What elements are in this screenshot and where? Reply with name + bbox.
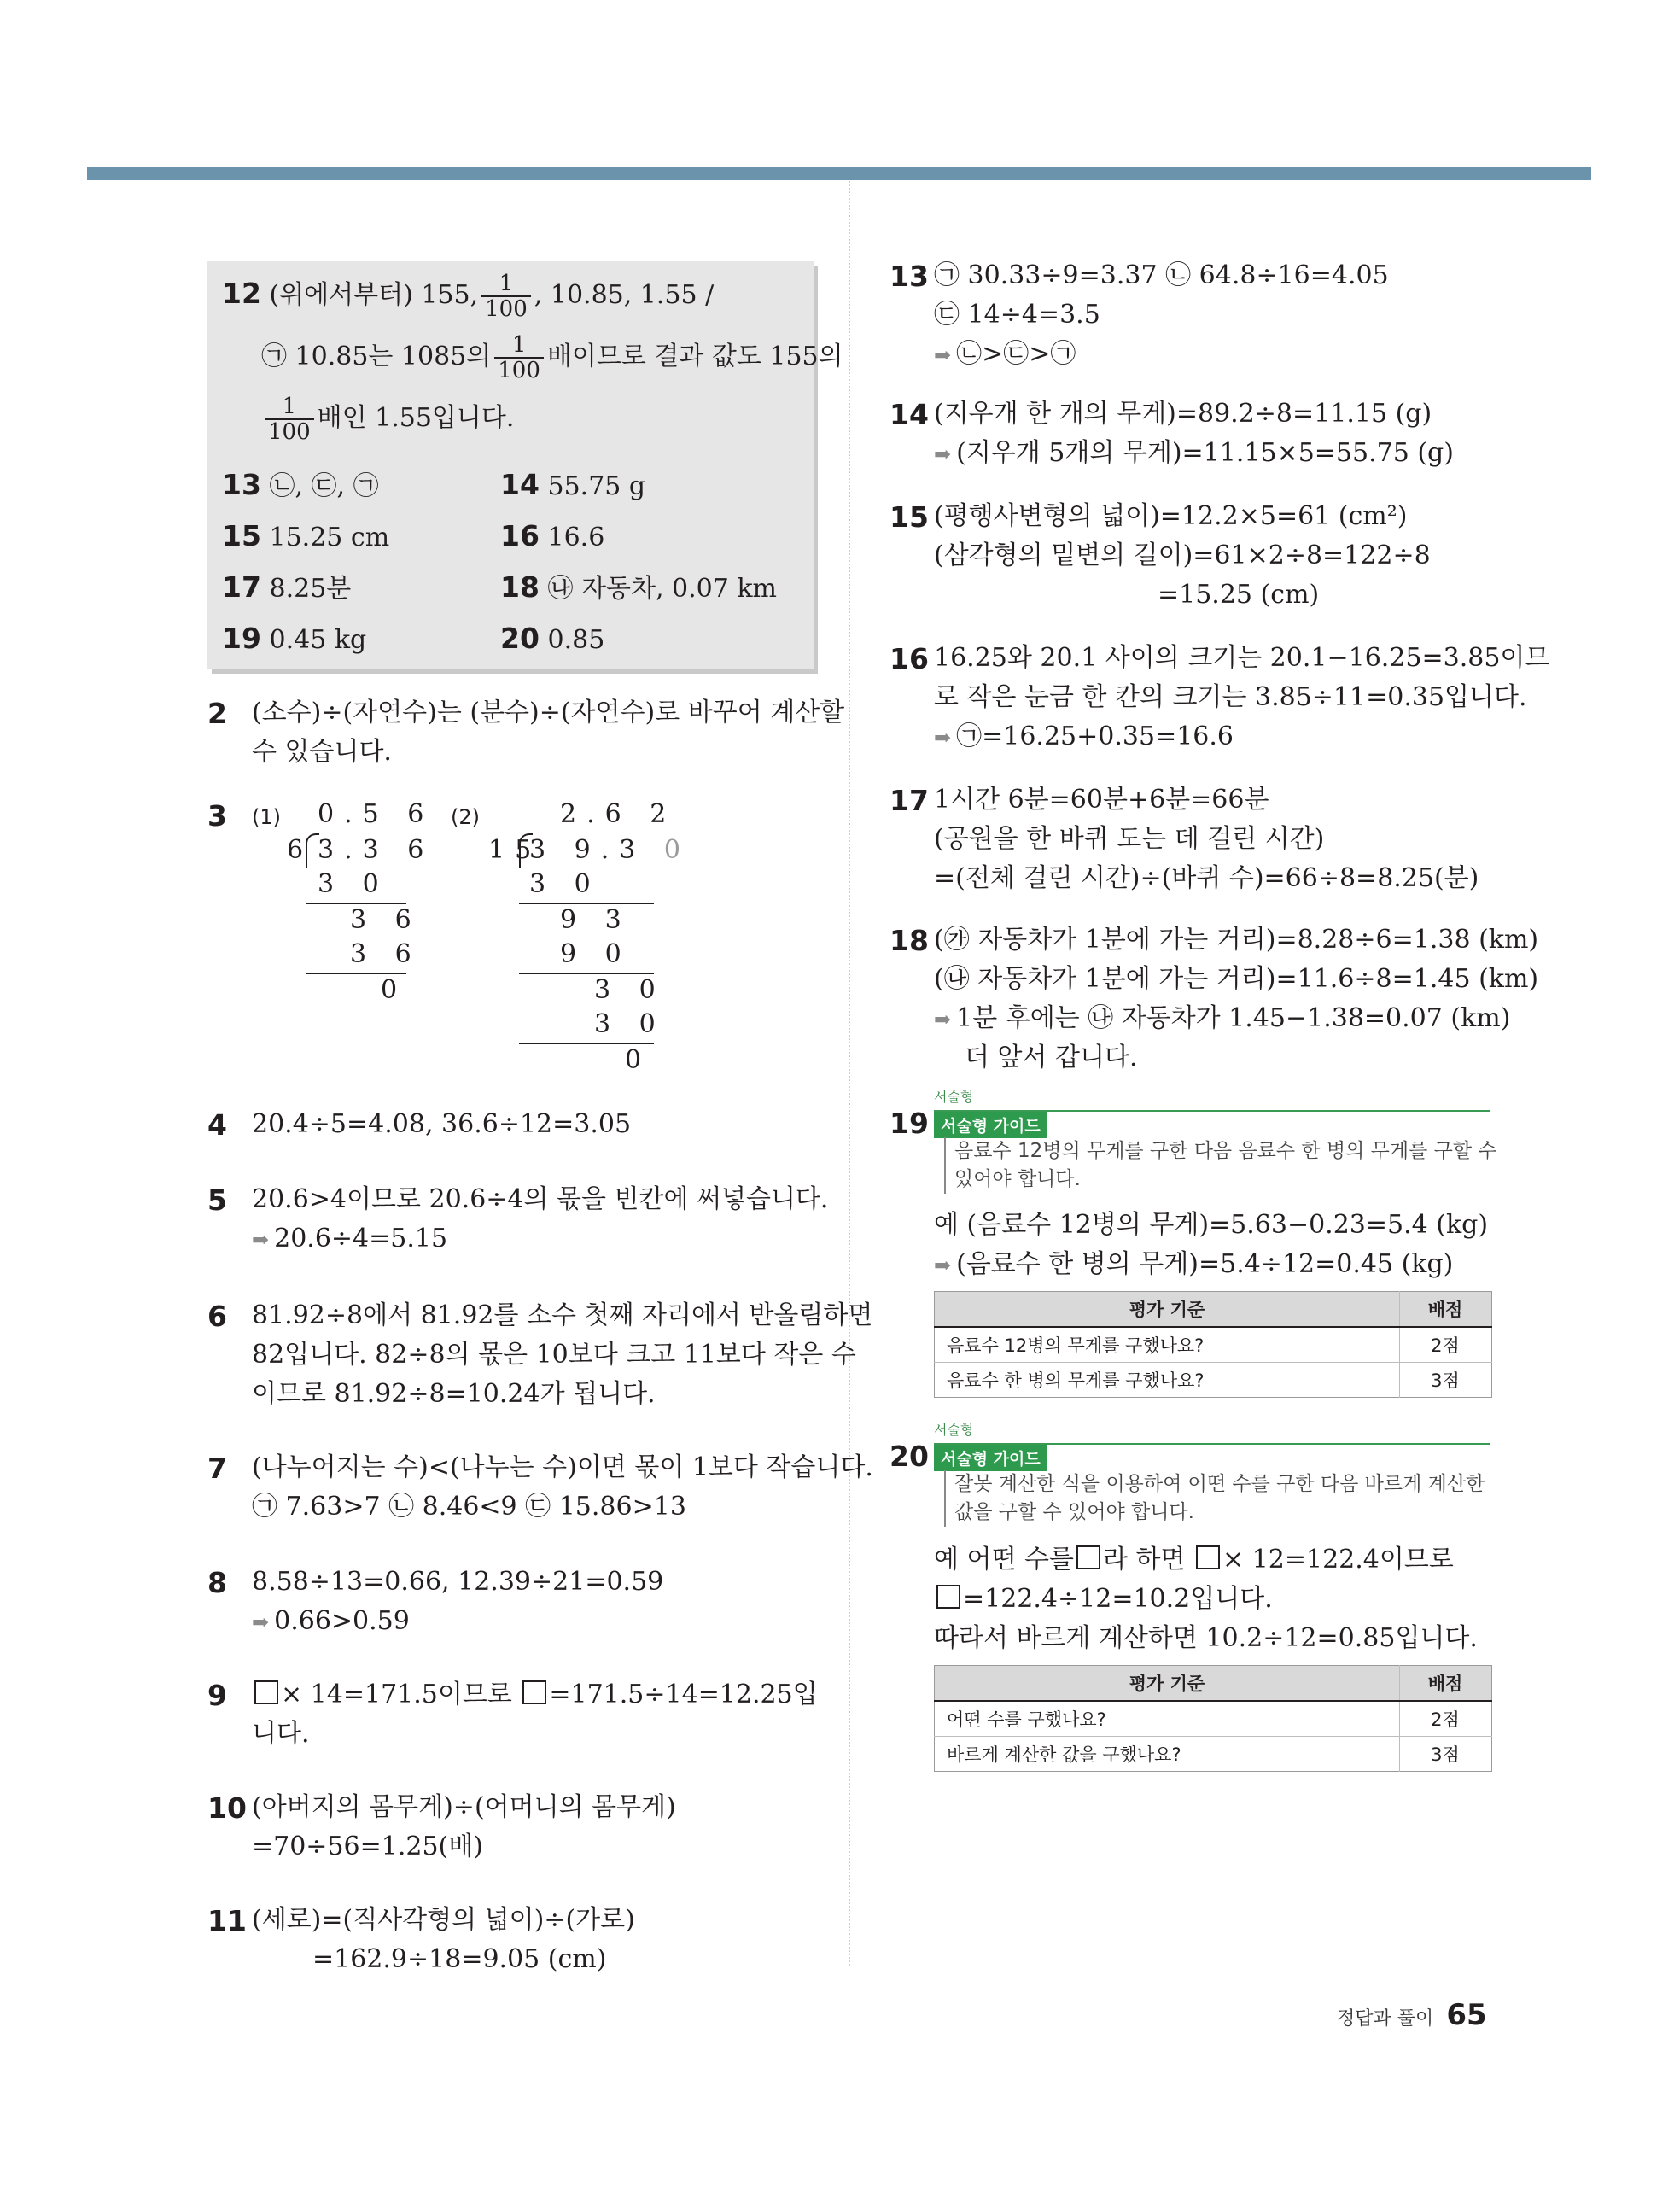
q9-line2: 니다. bbox=[252, 1719, 310, 1749]
r20-guide bbox=[934, 1443, 1490, 1530]
q8-line2: ➡ 0.66>0.59 bbox=[252, 1606, 410, 1636]
q2-line1: (소수)÷(자연수)는 (분수)÷(자연수)로 바꾸어 계산할 bbox=[252, 698, 845, 727]
box-q12-line3: $\frac{1}{100}$ 배인 1.55입니다. bbox=[261, 394, 514, 444]
blank-box bbox=[254, 1680, 278, 1704]
q3-part1-label: (1) bbox=[252, 805, 281, 829]
r16-line3: ➡ ㉠=16.25+0.35=16.6 bbox=[934, 722, 1234, 751]
arrow-icon: ➡ bbox=[252, 1228, 270, 1252]
r20-line2: =122.4÷12=10.2입니다. bbox=[934, 1580, 1273, 1619]
q5-line1: 20.6>4이므로 20.6÷4의 몫을 빈칸에 써넣습니다. bbox=[252, 1184, 829, 1214]
box-q19: 19 0.45 kg bbox=[222, 622, 367, 655]
ld2-divisor: 15 bbox=[488, 835, 542, 865]
page-number: 65 bbox=[1446, 1998, 1487, 2032]
q9-line1: × 14=171.5이므로 =171.5÷14=12.25입 bbox=[252, 1675, 818, 1715]
q11-line1: (세로)=(직사각형의 넓이)÷(가로) bbox=[252, 1905, 635, 1935]
blank-box bbox=[522, 1680, 546, 1704]
r19-number: 19 bbox=[890, 1107, 929, 1140]
table-row: 음료수 한 병의 무게를 구했나요? 3점 bbox=[935, 1363, 1492, 1398]
box-q17: 17 8.25분 bbox=[222, 570, 352, 604]
table-row: 어떤 수를 구했나요? 2점 bbox=[935, 1701, 1492, 1737]
blank-box bbox=[1196, 1545, 1220, 1569]
r20-line1: 예 어떤 수를 라 하면 × 12=122.4이므로 bbox=[934, 1545, 1454, 1575]
q4-line1: 20.4÷5=4.08, 36.6÷12=3.05 bbox=[252, 1109, 632, 1139]
r19-line1: 예 (음료수 12병의 무게)=5.63−0.23=5.4 (kg) bbox=[934, 1210, 1489, 1240]
ld1-quotient: 0.5 6 bbox=[318, 799, 435, 829]
r16-line2: 로 작은 눈금 한 칸의 크기는 3.85÷11=0.35입니다. bbox=[934, 682, 1527, 712]
ld2-row4: 3 0 bbox=[594, 975, 666, 1005]
box-q12-line2: ㉠ 10.85는 1085의 $\frac{1}{100}$ 배이므로 결과 값도 155의 bbox=[261, 332, 843, 383]
q3-number: 3 bbox=[207, 799, 227, 833]
q7-line2: ㉠ 7.63>7 ㉡ 8.46<9 ㉢ 15.86>13 bbox=[252, 1492, 686, 1522]
arrow-icon: ➡ bbox=[252, 1610, 270, 1634]
ld2-row5: 3 0 bbox=[594, 1009, 666, 1039]
r14-line1: (지우개 한 개의 무게)=89.2÷8=11.15 (g) bbox=[934, 399, 1432, 429]
r16-line1: 16.25와 20.1 사이의 크기는 20.1−16.25=3.85이므 bbox=[934, 643, 1550, 673]
r13-line2: ㉢ 14÷4=3.5 bbox=[934, 300, 1100, 330]
arrow-icon: ➡ bbox=[934, 726, 952, 750]
r18-line3: ➡ 1분 후에는 ㉯ 자동차가 1.45−1.38=0.07 (km) bbox=[934, 1003, 1511, 1033]
r15-line3: =15.25 (cm) bbox=[1158, 580, 1320, 610]
blank-box bbox=[936, 1585, 960, 1609]
q11-line2: =162.9÷18=9.05 (cm) bbox=[312, 1944, 607, 1974]
box-q16: 16 16.6 bbox=[500, 519, 605, 552]
header-bar bbox=[87, 167, 1591, 180]
box-q12-line1: 12 (위에서부터) 155, $\frac{1}{100}$ , 10.85, 1.55 / bbox=[222, 271, 715, 322]
box-q20: 20 0.85 bbox=[500, 622, 605, 655]
ld1-row1: 3 0 bbox=[318, 869, 389, 899]
ld1-dividend: 3.3 6 bbox=[318, 835, 435, 865]
q10-line1: (아버지의 몸무게)÷(어머니의 몸무게) bbox=[252, 1792, 676, 1822]
q8-line1: 8.58÷13=0.66, 12.39÷21=0.59 bbox=[252, 1567, 664, 1597]
q3-part2-label: (2) bbox=[451, 805, 480, 829]
r14-number: 14 bbox=[890, 398, 929, 431]
q2-number: 2 bbox=[207, 697, 227, 730]
q6-line1: 81.92÷8에서 81.92를 소수 첫째 자리에서 반올림하면 bbox=[252, 1300, 873, 1330]
box-q14: 14 55.75 g bbox=[500, 468, 646, 501]
q4-number: 4 bbox=[207, 1108, 227, 1142]
r17-line3: =(전체 걸린 시간)÷(바퀴 수)=66÷8=8.25(분) bbox=[934, 863, 1479, 893]
r17-number: 17 bbox=[890, 784, 929, 817]
r20-criteria-table bbox=[934, 1665, 1492, 1772]
q8-number: 8 bbox=[207, 1566, 227, 1599]
table-header: 배점 bbox=[1400, 1292, 1492, 1328]
arrow-icon: ➡ bbox=[934, 442, 952, 466]
r18-line1: (㉮ 자동차가 1분에 가는 거리)=8.28÷6=1.38 (km) bbox=[934, 925, 1539, 955]
table-row: 바르게 계산한 값을 구했나요? 3점 bbox=[935, 1737, 1492, 1772]
q10-number: 10 bbox=[207, 1791, 247, 1825]
q10-line2: =70÷56=1.25(배) bbox=[252, 1832, 483, 1861]
r17-line1: 1시간 6분=60분+6분=66분 bbox=[934, 785, 1269, 815]
r19-criteria-table bbox=[934, 1291, 1492, 1398]
ld2-line1 bbox=[519, 903, 654, 904]
q9-number: 9 bbox=[207, 1679, 227, 1712]
r13-number: 13 bbox=[890, 260, 929, 293]
r18-line2: (㉯ 자동차가 1분에 가는 거리)=11.6÷8=1.45 (km) bbox=[934, 964, 1539, 994]
ld2-row3: 9 0 bbox=[560, 939, 632, 969]
r19-line2: ➡ (음료수 한 병의 무게)=5.4÷12=0.45 (kg) bbox=[934, 1249, 1454, 1279]
ld2-line2 bbox=[519, 973, 654, 974]
q7-number: 7 bbox=[207, 1452, 227, 1485]
r19-guide-badge: 서술형 가이드 bbox=[934, 1112, 1047, 1138]
r13-line1: ㉠ 30.33÷9=3.37 ㉡ 64.8÷16=4.05 bbox=[934, 260, 1389, 290]
ld2-line3 bbox=[519, 1043, 654, 1044]
ld1-divisor: 6 bbox=[287, 835, 314, 865]
box-q18: 18 ㉯ 자동차, 0.07 km bbox=[500, 570, 777, 604]
r13-line3: ➡ ㉡>㉢>㉠ bbox=[934, 339, 1076, 369]
q7-line1: (나누어지는 수)<(나누는 수)이면 몫이 1보다 작습니다. bbox=[252, 1452, 873, 1482]
r20-line3: 따라서 바르게 계산하면 10.2÷12=0.85입니다. bbox=[934, 1623, 1478, 1653]
ld2-quotient: 2.6 2 bbox=[560, 799, 677, 829]
ld1-row4: 0 bbox=[381, 975, 408, 1005]
q6-number: 6 bbox=[207, 1300, 227, 1333]
fraction: $\frac{1}{100}$ bbox=[481, 272, 531, 321]
q5-line2: ➡ 20.6÷4=5.15 bbox=[252, 1224, 448, 1253]
r20-guide-text: 잘못 계산한 식을 이용하여 어떤 수를 구한 다음 바르게 계산한 값을 구할 수 있어야 합니다. bbox=[944, 1470, 1501, 1527]
r18-number: 18 bbox=[890, 924, 929, 957]
r18-line4: 더 앞서 갑니다. bbox=[965, 1043, 1138, 1072]
table-header: 평가 기준 bbox=[935, 1292, 1400, 1328]
arrow-icon: ➡ bbox=[934, 1253, 952, 1277]
ld2-dividend: 3 9.3 0 bbox=[529, 835, 691, 865]
q11-number: 11 bbox=[207, 1904, 247, 1937]
r15-number: 15 bbox=[890, 500, 929, 534]
q2-line2: 수 있습니다. bbox=[252, 737, 392, 767]
r16-number: 16 bbox=[890, 642, 929, 675]
ld2-row1: 3 0 bbox=[529, 869, 601, 899]
table-header: 평가 기준 bbox=[935, 1666, 1400, 1702]
r20-tag: 서술형 bbox=[934, 1422, 974, 1438]
r14-line2: ➡ (지우개 5개의 무게)=11.15×5=55.75 (g) bbox=[934, 438, 1454, 468]
ld1-line1 bbox=[306, 903, 406, 904]
box-q13: 13 ㉡, ㉢, ㉠ bbox=[222, 468, 379, 501]
box-q15: 15 15.25 cm bbox=[222, 519, 390, 552]
ld2-row6: 0 bbox=[625, 1045, 652, 1075]
ld1-row2: 3 6 bbox=[350, 905, 422, 935]
r20-guide-badge: 서술형 가이드 bbox=[934, 1445, 1047, 1471]
ld1-row3: 3 6 bbox=[350, 939, 422, 969]
ld2-row2: 9 3 bbox=[560, 905, 632, 935]
r19-guide bbox=[934, 1110, 1497, 1197]
r19-tag: 서술형 bbox=[934, 1089, 974, 1105]
r15-line1: (평행사변형의 넓이)=12.2×5=61 (cm²) bbox=[934, 501, 1408, 531]
r20-number: 20 bbox=[890, 1440, 929, 1473]
q6-line2: 82입니다. 82÷8의 몫은 10보다 크고 11보다 작은 수 bbox=[252, 1340, 856, 1370]
table-row: 음료수 12병의 무게를 구했나요? 2점 bbox=[935, 1327, 1492, 1363]
ld1-line2 bbox=[306, 973, 406, 974]
blank-box bbox=[1076, 1545, 1100, 1569]
footer-label: 정답과 풀이 bbox=[1337, 2008, 1434, 2030]
q6-line3: 이므로 81.92÷8=10.24가 됩니다. bbox=[252, 1379, 656, 1409]
table-header: 배점 bbox=[1400, 1666, 1492, 1702]
page-footer bbox=[1337, 1998, 1487, 2032]
r19-guide-text: 음료수 12병의 무게를 구한 다음 음료수 한 병의 무게를 구할 수 있어야 합니다. bbox=[944, 1137, 1501, 1194]
q5-number: 5 bbox=[207, 1183, 227, 1217]
r17-line2: (공원을 한 바퀴 도는 데 걸린 시간) bbox=[934, 824, 1325, 854]
arrow-icon: ➡ bbox=[934, 343, 952, 367]
column-divider bbox=[849, 181, 850, 1966]
r15-line2: (삼각형의 밑변의 길이)=61×2÷8=122÷8 bbox=[934, 540, 1431, 570]
arrow-icon: ➡ bbox=[934, 1008, 952, 1031]
